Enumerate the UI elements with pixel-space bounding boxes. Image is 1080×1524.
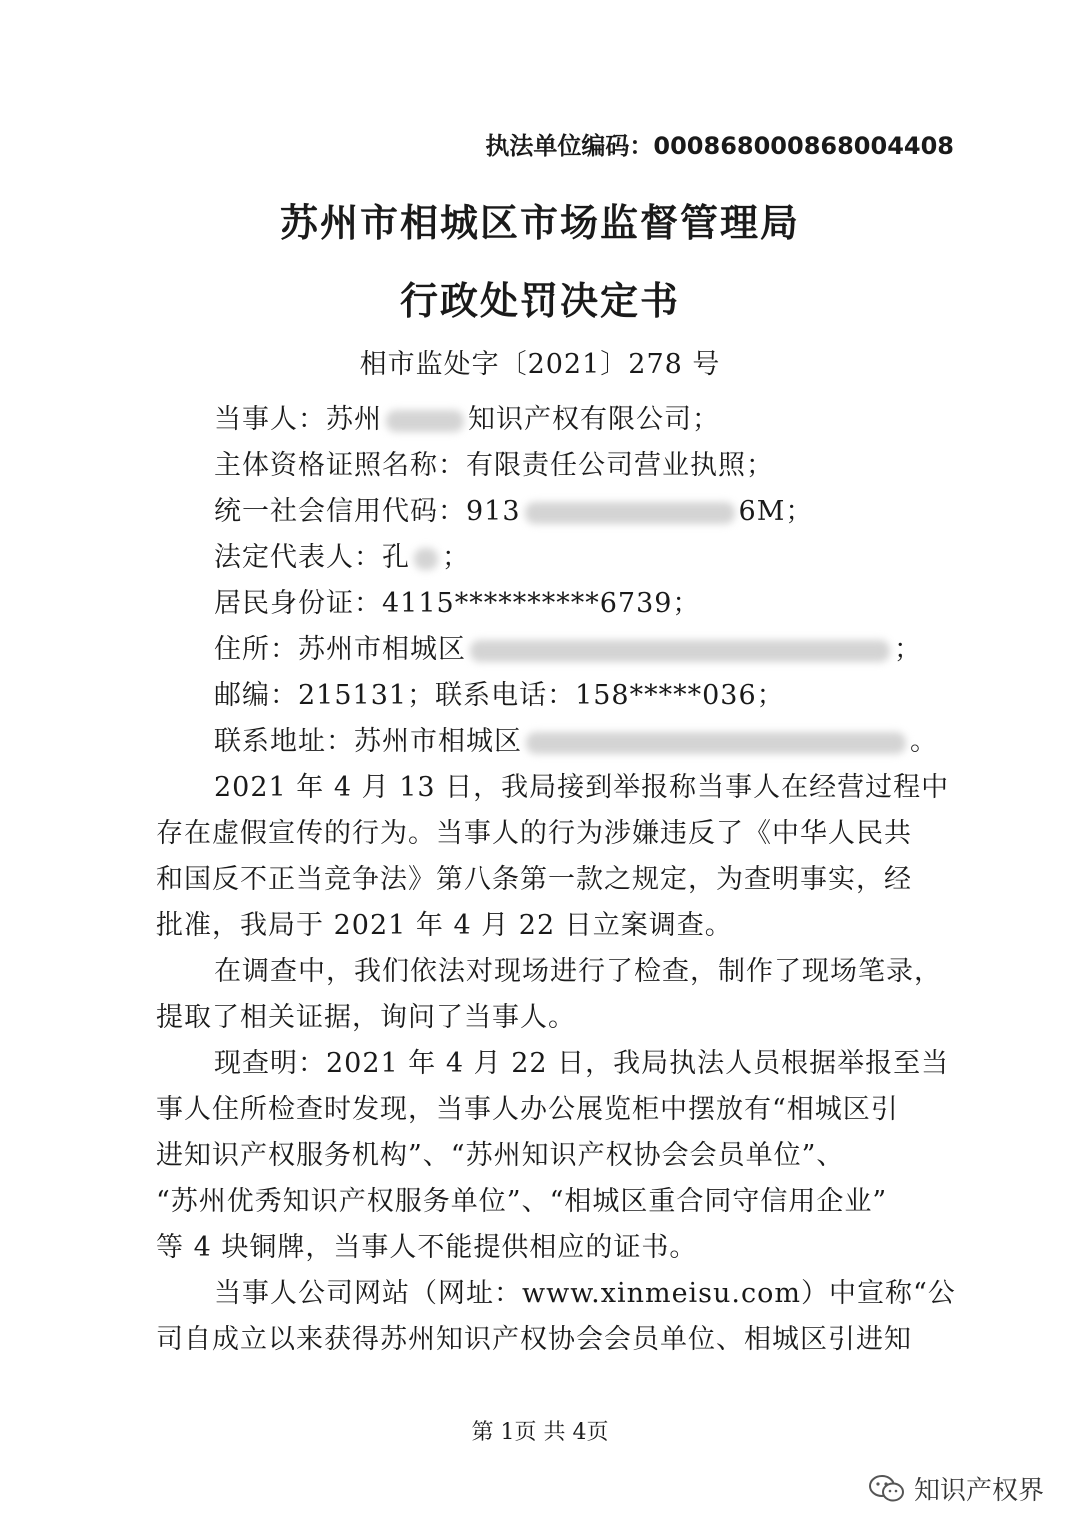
residence (214, 630, 922, 670)
watermark (868, 1470, 1044, 1507)
party-name-suffix: 知识产权有限公司； (468, 404, 720, 435)
legal-representative (214, 538, 470, 578)
redacted-text (386, 410, 464, 432)
contact-address-suffix: 。 (910, 726, 938, 757)
document-number: 相市监处字〔2021〕278 号 (359, 349, 721, 380)
paragraph-line: 2021 年 4 月 13 日，我局接到举报称当事人在经营过程中 (214, 772, 950, 803)
wechat-icon (868, 1474, 906, 1504)
page-footer: 第 1页 共 4页 (471, 1420, 609, 1445)
redacted-text (526, 732, 906, 754)
paragraph-line: 等 4 块铜牌，当事人不能提供相应的证书。 (156, 1232, 698, 1263)
id-number: 居民身份证：4115**********6739； (214, 588, 701, 619)
contact-address-prefix: 联系地址：苏州市相城区 (214, 726, 522, 757)
enforcement-unit-code: 执法单位编码：000868000868004408 (485, 132, 954, 160)
redacted-text (470, 640, 890, 662)
paragraph-line: 事人住所检查时发现，当事人办公展览柜中摆放有“相城区引 (156, 1094, 899, 1125)
redacted-text (525, 502, 735, 524)
paragraph-line: 提取了相关证据，询问了当事人。 (156, 1002, 576, 1033)
paragraph-line: 当事人公司网站（网址：www.xinmeisu.com）中宣称“公 (214, 1278, 956, 1309)
credit-code (214, 492, 813, 532)
paragraph-line: 进知识产权服务机构”、“苏州知识产权协会会员单位”、 (156, 1140, 845, 1171)
license-name: 主体资格证照名称：有限责任公司营业执照； (214, 450, 774, 481)
paragraph-line: 在调查中，我们依法对现场进行了检查，制作了现场笔录， (214, 956, 942, 987)
credit-code-suffix: 6M； (738, 496, 814, 527)
legal-representative-prefix: 法定代表人：孔 (214, 542, 410, 573)
paragraph-line: 司自成立以来获得苏州知识产权协会会员单位、相城区引进知 (156, 1324, 912, 1355)
paragraph-line: 存在虚假宣传的行为。当事人的行为涉嫌违反了《中华人民共 (156, 818, 912, 849)
party-name-prefix: 当事人：苏州 (214, 404, 382, 435)
credit-code-prefix: 统一社会信用代码：913 (214, 496, 521, 527)
residence-suffix: ； (894, 634, 922, 665)
paragraph-line: “苏州优秀知识产权服务单位”、“相城区重合同守信用企业” (156, 1186, 888, 1217)
watermark-text: 知识产权界 (913, 1476, 1044, 1506)
paragraph-line: 和国反不正当竞争法》第八条第一款之规定，为查明事实，经 (156, 864, 912, 895)
party-name (214, 400, 720, 440)
postcode-phone: 邮编：215131；联系电话：158*****036； (214, 680, 785, 711)
document-type-title: 行政处罚决定书 (399, 279, 680, 323)
contact-address (214, 722, 938, 762)
paragraph-line: 批准，我局于 2021 年 4 月 22 日立案调查。 (156, 910, 733, 941)
residence-prefix: 住所：苏州市相城区 (214, 634, 466, 665)
legal-representative-suffix: ； (442, 542, 470, 573)
page-title: 苏州市相城区市场监督管理局 (279, 201, 800, 245)
redacted-text (414, 548, 438, 570)
paragraph-line: 现查明：2021 年 4 月 22 日，我局执法人员根据举报至当 (214, 1048, 950, 1079)
